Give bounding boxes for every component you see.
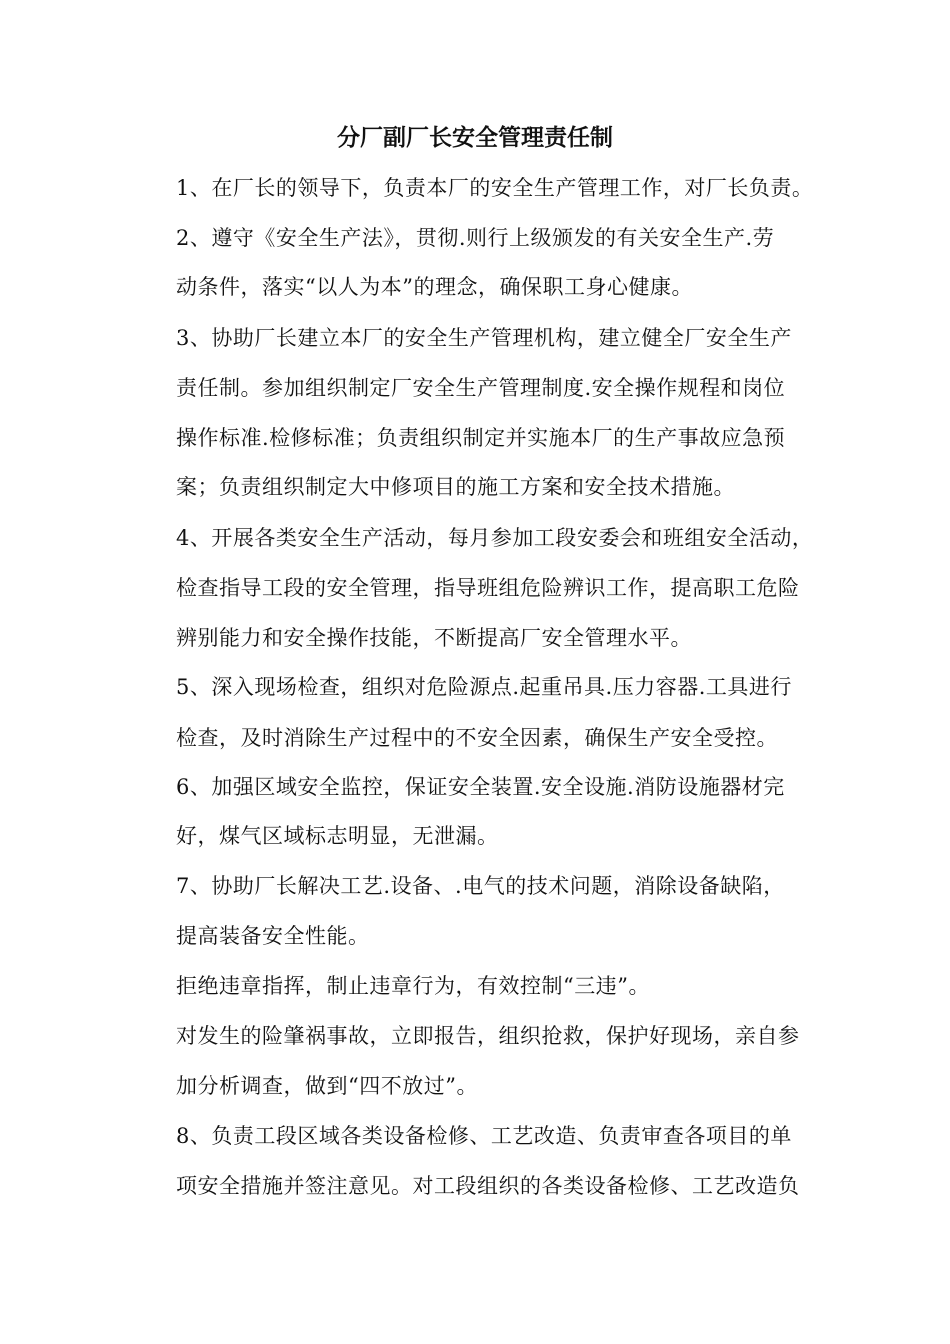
text-line: 3、协助厂长建立本厂的安全生产管理机构，建立健全厂安全生产 xyxy=(176,326,792,350)
text-line: 动条件，落实“以人为本”的理念，确保职工身心健康。 xyxy=(176,275,693,299)
text-line: 辨别能力和安全操作技能，不断提高厂安全管理水平。 xyxy=(176,626,692,650)
text-line: 5、深入现场检查，组织对危险源点.起重吊具.压力容器.工具进行 xyxy=(176,675,792,699)
text-line: 项安全措施并签注意见。对工段组织的各类设备检修、工艺改造负 xyxy=(176,1174,800,1198)
document-title: 分厂副厂长安全管理责任制 xyxy=(337,125,613,151)
text-line: 检查指导工段的安全管理，指导班组危险辨识工作，提高职工危险 xyxy=(176,576,800,600)
text-line: 案；负责组织制定大中修项目的施工方案和安全技术措施。 xyxy=(176,475,735,499)
text-line: 提高装备安全性能。 xyxy=(176,924,370,948)
text-line: 加分析调查，做到“四不放过”。 xyxy=(176,1074,478,1098)
text-line: 2、遵守《安全生产法》，贯彻.则行上级颁发的有关安全生产.劳 xyxy=(176,226,775,250)
text-line: 好，煤气区域标志明显，无泄漏。 xyxy=(176,824,499,848)
text-line: 对发生的险肇祸事故，立即报告，组织抢救，保护好现场，亲自参 xyxy=(176,1024,800,1048)
text-line: 操作标准.检修标准；负责组织制定并实施本厂的生产事故应急预 xyxy=(176,426,786,450)
text-line: 8、负责工段区域各类设备检修、工艺改造、负责审查各项目的单 xyxy=(176,1124,792,1148)
text-line: 6、加强区域安全监控，保证安全装置.安全设施.消防设施器材完 xyxy=(176,775,785,799)
text-line: 4、开展各类安全生产活动，每月参加工段安委会和班组安全活动， xyxy=(176,526,814,550)
text-line: 责任制。参加组织制定厂安全生产管理制度.安全操作规程和岗位 xyxy=(176,376,786,400)
text-line: 拒绝违章指挥，制止违章行为，有效控制“三违”。 xyxy=(176,974,650,998)
text-line: 1、在厂长的领导下，负责本厂的安全生产管理工作，对厂长负责。 xyxy=(176,176,814,200)
text-line: 7、协助厂长解决工艺.设备、.电气的技术问题，消除设备缺陷， xyxy=(176,874,785,898)
text-line: 检查，及时消除生产过程中的不安全因素，确保生产安全受控。 xyxy=(176,726,778,750)
